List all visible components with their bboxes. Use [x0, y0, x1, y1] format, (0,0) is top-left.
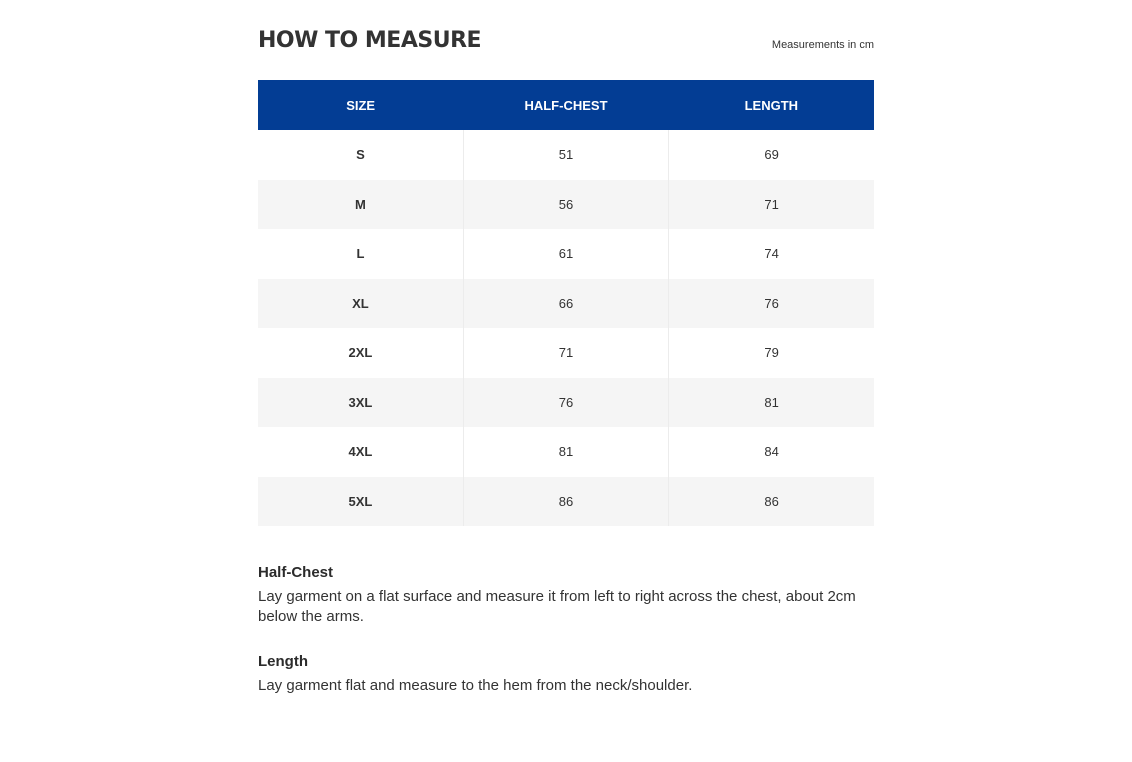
guide-title: Half-Chest — [258, 564, 334, 581]
table-row — [258, 130, 874, 180]
length-cell: 84 — [764, 444, 779, 460]
column-header-length: LENGTH — [744, 97, 799, 113]
guide-half-chest — [258, 563, 874, 627]
guide-title: Length — [258, 653, 308, 670]
half-chest-cell: 81 — [463, 427, 668, 477]
size-cell: 2XL — [258, 328, 463, 378]
half-chest-cell: 56 — [463, 180, 668, 230]
size-guide-header — [258, 0, 874, 80]
half-chest-cell: 51 — [463, 130, 668, 180]
half-chest-cell: 86 — [463, 477, 668, 527]
column-header-half-chest: HALF-CHEST — [524, 97, 608, 113]
length-cell: 79 — [764, 345, 779, 361]
column-header-size: SIZE — [346, 97, 376, 113]
size-cell: L — [258, 229, 463, 279]
page-title: HOW TO MEASURE — [258, 28, 482, 53]
size-table-head — [258, 80, 874, 130]
table-row — [258, 180, 874, 230]
table-row — [258, 328, 874, 378]
size-cell: 4XL — [258, 427, 463, 477]
half-chest-cell: 76 — [463, 378, 668, 428]
size-guide — [258, 0, 874, 526]
length-cell: 71 — [764, 196, 779, 212]
length-cell: 69 — [764, 147, 779, 163]
table-header-row — [258, 80, 874, 130]
guide-text: Lay garment on a flat surface and measure it from left to right across the chest, about 2cm below the arms. — [258, 588, 856, 625]
length-cell: 86 — [764, 493, 779, 509]
size-cell: M — [258, 180, 463, 230]
size-table — [258, 80, 874, 526]
length-cell: 76 — [764, 295, 779, 311]
guide-text: Lay garment flat and measure to the hem from the neck/shoulder. — [258, 677, 693, 694]
half-chest-cell: 61 — [463, 229, 668, 279]
size-cell: 5XL — [258, 477, 463, 527]
size-cell: S — [258, 130, 463, 180]
guide-length — [258, 652, 874, 696]
table-row — [258, 477, 874, 527]
units-note: Measurements in cm — [771, 39, 874, 51]
table-row — [258, 229, 874, 279]
length-cell: 74 — [764, 246, 779, 262]
size-cell: 3XL — [258, 378, 463, 428]
length-cell: 81 — [764, 394, 779, 410]
table-row — [258, 378, 874, 428]
half-chest-cell: 71 — [463, 328, 668, 378]
size-cell: XL — [258, 279, 463, 329]
half-chest-cell: 66 — [463, 279, 668, 329]
table-row — [258, 279, 874, 329]
size-table-body — [258, 130, 874, 526]
table-row — [258, 427, 874, 477]
